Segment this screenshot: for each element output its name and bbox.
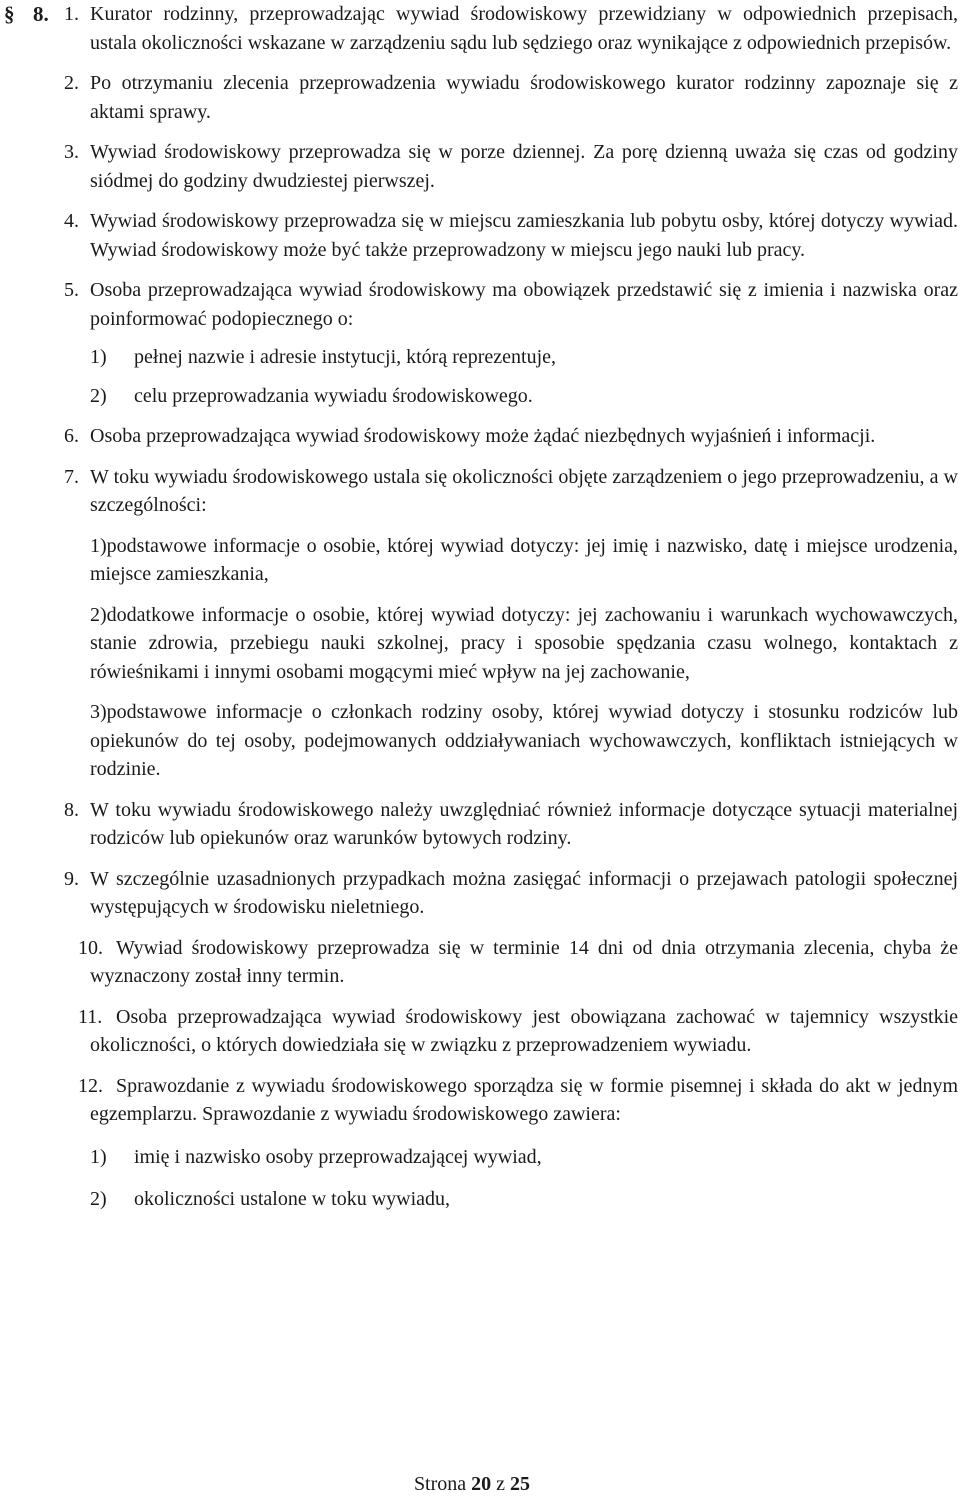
paragraph-1 (64, 0, 958, 57)
list-item-number: 1) (90, 1145, 107, 1168)
paragraph-text: Po otrzymaniu zlecenia przeprowadzenia wywiadu środowiskowego kurator rodzinny zapoznaje się z aktami sprawy. (90, 72, 958, 123)
paragraph-12 (78, 1072, 958, 1129)
paragraph-8 (64, 796, 958, 853)
paragraph-5 (64, 276, 958, 333)
paragraph-text: Wywiad środowiskowy przeprowadza się w terminie 14 dni od dnia otrzymania zlecenia, chyba że wyznaczony został inny termin. (90, 936, 958, 987)
paragraph-2 (64, 69, 958, 126)
paragraph-text: W toku wywiadu środowiskowego ustala się okoliczności objęte zarządzeniem o jego przeprowadzeniu, a w szczególności: (90, 465, 958, 516)
paragraph-3 (64, 138, 958, 195)
paragraph-text: W szczególnie uzasadnionych przypadkach można zasięgać informacji o przejawach patologii społecznej występujących w środowisku nieletniego. (90, 867, 958, 918)
paragraph-number: 3. (64, 141, 79, 163)
paragraph-9 (64, 865, 958, 922)
document-body (64, 0, 958, 1214)
list-item-text: okoliczności ustalone w toku wywiadu, (134, 1188, 451, 1210)
paragraph-number: 10. (78, 936, 103, 959)
paragraph-number: 1. (64, 3, 79, 25)
list-item-text: imię i nazwisko osoby przeprowadzającej wywiad, (134, 1145, 542, 1168)
paragraph-7 (64, 463, 958, 520)
paragraph-text: Osoba przeprowadzająca wywiad środowiskowy ma obowiązek przedstawić się z imienia i nazwiska oraz poinformować podopiecznego o: (90, 279, 958, 330)
paragraph-number: 11. (78, 1005, 103, 1028)
list-item: 3)podstawowe informacje o członkach rodziny osoby, której wywiad dotyczy i stosunku rodziców lub opiekunów do tej osoby, podejmowanych oddziaływaniach wychowawczych, konfliktach istniejących w rodzinie. (90, 701, 958, 780)
paragraph-number: 7. (64, 465, 79, 488)
paragraph-10 (78, 934, 958, 991)
paragraph-number: 5. (64, 279, 79, 301)
paragraph-text: Osoba przeprowadzająca wywiad środowiskowy jest obowiązana zachować w tajemnicy wszystkie okoliczności, o których dowiedziała się w związku z przeprowadzeniem wywiadu. (90, 1005, 958, 1056)
paragraph-4 (64, 207, 958, 264)
footer-prefix: Strona (413, 1473, 467, 1495)
list-item: 1)podstawowe informacje o osobie, której wywiad dotyczy: jej imię i nazwisko, datę i miejsce urodzenia, miejsce zamieszkania, (90, 534, 958, 585)
paragraph-text: Kurator rodzinny, przeprowadzając wywiad środowiskowy przewidziany w odpowiednich przepisach, ustala okoliczności wskazane w zarządzeniu sądu lub sędziego oraz wynikające z odpowiednich przepisów. (90, 3, 958, 54)
paragraph-number: 4. (64, 210, 79, 232)
paragraph-text: Wywiad środowiskowy przeprowadza się w miejscu zamieszkania lub pobytu osby, której dotyczy wywiad. Wywiad środowiskowy może być także przeprowadzony w miejscu jego nauki lub pracy. (90, 210, 958, 261)
footer-separator: z (496, 1473, 506, 1495)
footer-total-pages: 25 (510, 1473, 531, 1495)
paragraph-text: Osoba przeprowadzająca wywiad środowiskowy może żądać niezbędnych wyjaśnień i informacji. (90, 425, 876, 447)
paragraph-text: Wywiad środowiskowy przeprowadza się w porze dziennej. Za porę dzienną uważa się czas od godziny siódmej do godziny dwudziestej pierwszej. (90, 141, 958, 192)
paragraph-number: 12. (78, 1074, 103, 1097)
paragraph-number: 8. (64, 798, 79, 821)
footer-page-number: 20 (471, 1473, 492, 1495)
section-symbol: § (4, 2, 15, 26)
list-item-number: 2) (90, 384, 107, 407)
list-item: 2)dodatkowe informacje o osobie, której wywiad dotyczy: jej zachowaniu i warunkach wychowawczych, stanie zdrowia, przebiegu nauki szkolnej, pracy i sposobie spędzania czasu wolnego, kontaktach z rówieśnikami i innymi osobami mogącymi mieć wpływ na jej zachowanie, (90, 603, 958, 683)
list-item (90, 382, 958, 411)
list-item-text: celu przeprowadzania wywiadu środowiskowego. (134, 384, 533, 407)
paragraph-6 (64, 422, 958, 451)
list-item-text: pełnej nazwie i adresie instytucji, którą reprezentuje, (134, 346, 557, 368)
list-item (90, 1185, 958, 1214)
paragraph-number: 2. (64, 72, 79, 94)
paragraph-text: W toku wywiadu środowiskowego należy uwzględniać również informacje dotyczące sytuacji materialnej rodziców lub opiekunów oraz warunków bytowych rodziny. (90, 798, 958, 849)
paragraph-text: Sprawozdanie z wywiadu środowiskowego sporządza się w formie pisemnej i składa do akt w jednym egzemplarzu. Sprawozdanie z wywiadu środowiskowego zawiera: (90, 1074, 958, 1125)
list-item (90, 343, 958, 372)
paragraph-number: 6. (64, 425, 79, 447)
list-item-number: 1) (90, 346, 107, 368)
list-item (90, 1143, 958, 1172)
page-footer (0, 1470, 944, 1498)
section-number: 8. (33, 2, 49, 26)
paragraph-number: 9. (64, 867, 79, 890)
paragraph-11 (78, 1003, 958, 1060)
list-item-number: 2) (90, 1188, 107, 1210)
